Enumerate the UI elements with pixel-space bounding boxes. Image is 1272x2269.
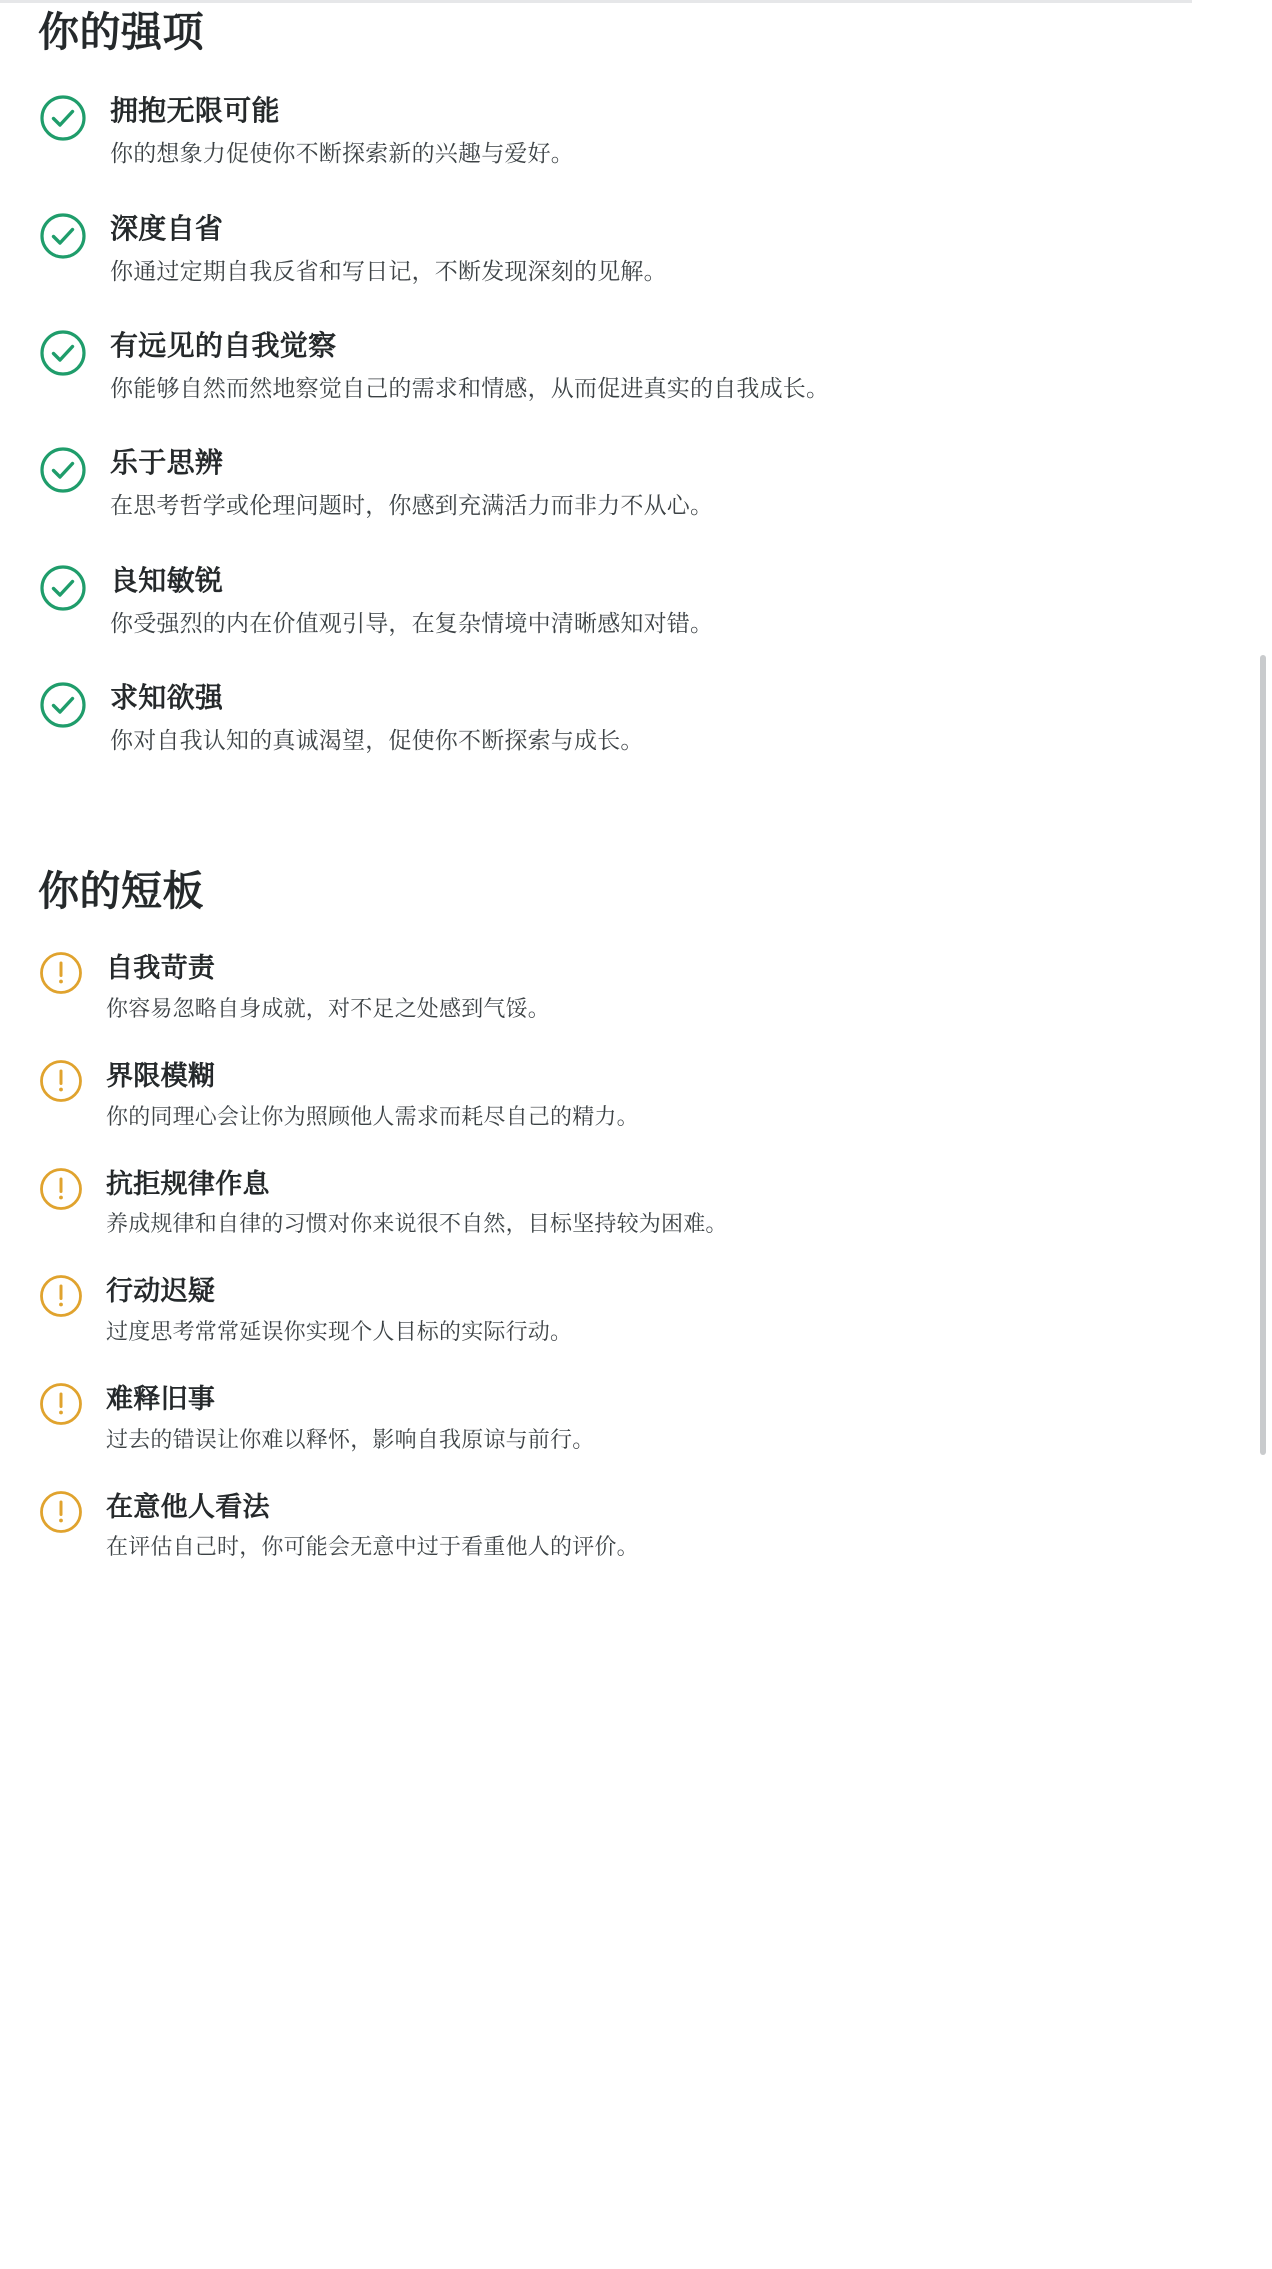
item-text	[106, 1381, 1232, 1456]
item-description: 你受强烈的内在价值观引导，在复杂情境中清晰感知对错。	[110, 609, 714, 636]
item-title: 界限模糊	[106, 1061, 216, 1092]
list-item	[38, 1273, 1232, 1348]
item-description: 过去的错误让你难以释怀，影响自我原谅与前行。	[106, 1426, 595, 1452]
item-text	[110, 678, 1232, 757]
check-circle-icon	[38, 211, 88, 261]
item-description: 你对自我认知的真诚渴望，促使你不断探索与成长。	[110, 726, 644, 753]
item-title: 自我苛责	[106, 953, 216, 984]
list-item	[38, 678, 1232, 757]
item-description: 你的想象力促使你不断探索新的兴趣与爱好。	[110, 140, 574, 167]
item-text	[106, 1489, 1232, 1564]
vertical-scrollbar[interactable]	[1258, 0, 1266, 2269]
list-item	[38, 209, 1232, 288]
exclamation-circle-icon	[38, 1273, 84, 1319]
exclamation-circle-icon	[38, 1381, 84, 1427]
item-description: 过度思考常常延误你实现个人目标的实际行动。	[106, 1319, 573, 1345]
list-item	[38, 326, 1232, 405]
item-title: 深度自省	[110, 212, 224, 244]
item-title: 有远见的自我觉察	[110, 329, 337, 361]
weaknesses-list	[38, 950, 1232, 1563]
scrollbar-thumb[interactable]	[1260, 655, 1266, 1455]
exclamation-circle-icon	[38, 1489, 84, 1535]
item-text	[106, 1166, 1232, 1241]
item-title: 在意他人看法	[106, 1491, 270, 1522]
list-item	[38, 1058, 1232, 1133]
item-description: 你能够自然而然地察觉自己的需求和情感，从而促进真实的自我成长。	[110, 374, 830, 401]
check-circle-icon	[38, 445, 88, 495]
item-text	[106, 1273, 1232, 1348]
exclamation-circle-icon	[38, 950, 84, 996]
item-description: 养成规律和自律的习惯对你来说很不自然，目标坚持较为困难。	[106, 1211, 728, 1237]
item-text	[110, 209, 1232, 288]
item-title: 乐于思辨	[110, 447, 224, 479]
list-item	[38, 443, 1232, 522]
strengths-list	[38, 91, 1232, 757]
item-text	[110, 561, 1232, 640]
section-title-weaknesses: 你的短板	[38, 868, 204, 915]
check-circle-icon	[38, 93, 88, 143]
item-title: 难释旧事	[106, 1384, 216, 1414]
top-divider	[0, 0, 1192, 3]
check-circle-icon	[38, 328, 88, 378]
item-description: 你通过定期自我反省和写日记，不断发现深刻的见解。	[110, 257, 667, 284]
check-circle-icon	[38, 680, 88, 730]
item-description: 你容易忽略自身成就，对不足之处感到气馁。	[106, 996, 551, 1022]
item-text	[110, 91, 1232, 170]
section-weaknesses	[38, 857, 1232, 1563]
list-item	[38, 1489, 1232, 1564]
list-item	[38, 1166, 1232, 1241]
item-description: 在思考哲学或伦理问题时，你感到充满活力而非力不从心。	[110, 492, 714, 519]
list-item	[38, 561, 1232, 640]
item-text	[110, 326, 1232, 405]
section-title-strengths: 你的强项	[38, 9, 204, 55]
item-title: 拥抱无限可能	[110, 95, 280, 127]
list-item	[38, 91, 1232, 170]
item-title: 良知敏锐	[110, 564, 224, 596]
exclamation-circle-icon	[38, 1166, 84, 1212]
item-text	[106, 950, 1232, 1025]
item-title: 抗拒规律作息	[106, 1168, 270, 1199]
list-item	[38, 950, 1232, 1025]
item-description: 你的同理心会让你为照顾他人需求而耗尽自己的精力。	[106, 1103, 639, 1129]
item-text	[106, 1058, 1232, 1133]
check-circle-icon	[38, 563, 88, 613]
section-strengths	[38, 0, 1232, 757]
item-description: 在评估自己时，你可能会无意中过于看重他人的评价。	[106, 1534, 639, 1560]
exclamation-circle-icon	[38, 1058, 84, 1104]
item-text	[110, 443, 1232, 522]
list-item	[38, 1381, 1232, 1456]
item-title: 求知欲强	[110, 681, 224, 713]
item-title: 行动迟疑	[106, 1276, 216, 1307]
